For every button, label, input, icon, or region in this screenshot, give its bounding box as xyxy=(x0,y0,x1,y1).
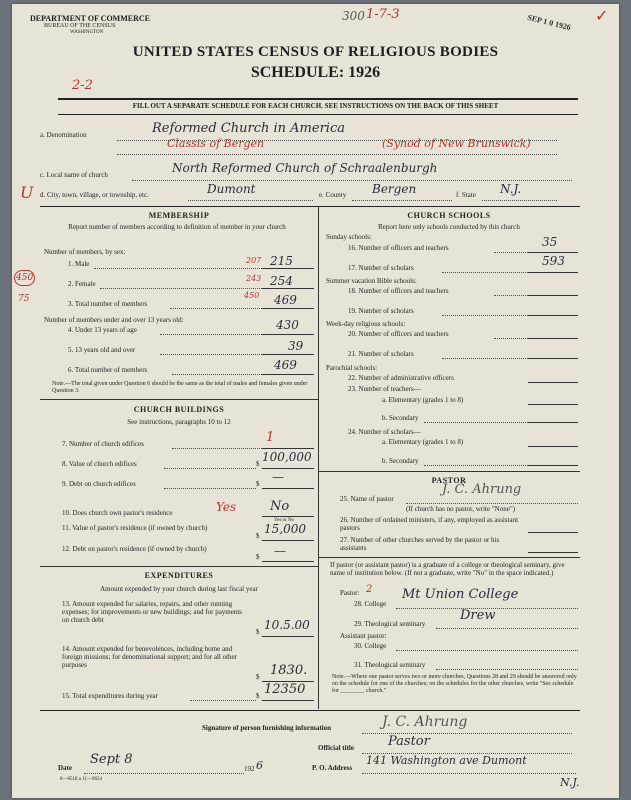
q21-label: 21. Number of scholars xyxy=(348,350,414,358)
local-name-value: North Reformed Church of Schraalenburgh xyxy=(172,161,438,175)
q6-label: 6. Total number of members xyxy=(68,366,148,374)
q15-value: 12350 xyxy=(264,682,306,697)
state-label: f. State xyxy=(456,191,476,199)
q13-value: 10.5.00 xyxy=(264,618,310,632)
q7-label: 7. Number of church edifices xyxy=(62,440,144,448)
pastor-note: Note.—Where one pastor serves two or more churches, Questions 28 and 29 should be answered only on the schedule for one of the churches; on the schedules for the other churches, write "See schedule for ________ church." xyxy=(332,674,577,694)
po-address-value: 141 Washington ave Dumont xyxy=(366,754,527,767)
q28-label: 28. College xyxy=(354,600,387,608)
q10-no: No xyxy=(270,499,290,514)
sunday-label: Sunday schools: xyxy=(326,233,372,241)
local-name-label: c. Local name of church xyxy=(40,171,108,179)
q12-label: 12. Debt on pastor's residence (if owned by church) xyxy=(62,545,207,553)
q3-value: 469 xyxy=(274,293,297,307)
official-title-label: Official title xyxy=(318,744,354,752)
city-value: Dumont xyxy=(207,182,256,196)
weekday-label: Week-day religious schools: xyxy=(326,320,406,328)
q5-value: 39 xyxy=(288,339,304,353)
dept-name: DEPARTMENT OF COMMERCE xyxy=(30,14,151,23)
q31-label: 31. Theological seminary xyxy=(354,661,426,669)
q29-value: Drew xyxy=(460,608,496,623)
po-address-label: P. O. Address xyxy=(312,764,353,772)
q11-label: 11. Value of pastor's residence (if owned by church) xyxy=(62,524,208,532)
q17-value: 593 xyxy=(542,254,565,268)
q14-value: 1830. xyxy=(270,663,308,678)
check-mark: ✓ xyxy=(595,8,609,25)
q10-hint: Yes or No xyxy=(274,518,295,523)
q8-value: 100,000 xyxy=(262,450,312,464)
membership-heading: MEMBERSHIP xyxy=(148,211,210,220)
county-label: e. County xyxy=(319,191,347,199)
census-schedule-page: DEPARTMENT OF COMMERCE BUREAU OF THE CENSUS WASHINGTON 300 1-7-3 SEP 1 0 1926 ✓ UNITED STATES CENSUS OF RELIGIOUS BODIES SCHEDULE: 1926 2-2 FILL OUT A SEPARATE SCHEDULE FOR EACH CHURCH. SEE INSTRUCTIONS ON THE BACK OF THIS SHEET a. Denomination Reformed Church in America Classis of Bergen (Synod of New Brunswick) c. Local name of church North Reformed Church of Schraalenburgh U d. City, town, village, or township, etc. Dumont e. County Bergen f. State N.J. MEMBERSHIP Report number of members according to definition of member in your church Number of members, by sex: 450 75 1. Male 207 215 2. Female 243 254 3. Total number of members 450 469 Number of members under and over 13 years old: 4. Under 13 years of age 430 5. 13 years old and over 39 6. Total number of members 469 Note.—The total given under Question 6 should be the same as the total of males and females given under Question 3. CHURCH BUILDINGS See instructions, paragraphs 10 to 12 7. Number of church edifices 1 8. Value of church edifices $ 100,000 9. Debt on church edifices $ — 10. Does church own pastor's residence Yes No Yes or No 11. Value of pastor's residence (if owned by church) $ 15,000 12. Debt on pastor's residence (if owned by church) $ — EXPENDITURES Amount expended by your church during last fiscal year 13. Amount expended for salaries, repairs, and other running expenses; for improvements or new buildings; and for payments on church debt $ 10.5.00 14. Amount expended for benevolences, including home and foreign missions; for denominational support; and for all other purposes $ 1830. 15. Total expenditures during year $ 12350 CHURCH SCHOOLS Report here only schools conducted by this church Sunday schools: 16. Number of officers and teachers 35 17. Number of scholars 593 Summer vacation Bible schools: 18. Number of officers and teachers 19. Number of scholars Week-day religious schools: 20. Number of officers and teachers 21. Number of scholars Parochial schools: 22. Number of administrative officers 23. Number of teachers— a. Elementary (grades 1 to 8) b. Secondary 24. Number of scholars— a. Elementary (grades 1 to 8) b. Secondary PASTOR 25. Name of pastor J. C. Ahrung (If church has no pastor, write "None") 26. Number of ordained ministers, if any, employed as assistant pastors 27. Number of other churches served by the pastor or his assistants If pastor (or assistant pastor) is a graduate of a college or theological seminary, give name of institution below. (If not a graduate, write "No" in the space indicated.) Pastor: 2 28. College Mt Union College 29. Theological seminary Drew Assistant pastor: 30. College 31. Theological seminary Note.—Where one pastor serves two or more churches, Questions 28 and 29 should be answered only on the schedule for one of the churches; on the schedules for the other churches, write "See schedule for ________ church." Signature of person furnishing information J. C. Ahrung Official title Pastor Date Sept 8 192 6 8—8518 a 11—9654 P. O. Address 141 Washington ave Dumont N.J. xyxy=(12,4,619,798)
q24-label: 24. Number of scholars— xyxy=(348,428,421,436)
q4-label: 4. Under 13 years of age xyxy=(68,326,137,334)
q10-yes: Yes xyxy=(216,500,237,514)
q29-label: 29. Theological seminary xyxy=(354,620,426,628)
graduate-note: If pastor (or assistant pastor) is a graduate of a college or theological seminary, give name of institution below. (If not a graduate, write "No" in the space indicated.) xyxy=(330,561,565,577)
signature-label: Signature of person furnishing information xyxy=(202,724,331,732)
q2-label: 2. Female xyxy=(68,280,96,288)
stamp-handwritten: 1-7-3 xyxy=(366,7,400,22)
q25-label: 25. Name of pastor xyxy=(340,495,394,503)
schedule-title: SCHEDULE: 1926 xyxy=(250,64,381,81)
denomination-label: a. Denomination xyxy=(40,131,87,139)
schools-sub: Report here only schools conducted by this church xyxy=(378,223,520,231)
q3-red-value: 450 xyxy=(244,291,260,300)
official-title-value: Pastor xyxy=(388,734,430,749)
age-intro-label: Number of members under and over 13 years old: xyxy=(44,316,184,324)
q23b-label: b. Secondary xyxy=(382,414,419,422)
year-handwritten: 6 xyxy=(256,759,263,772)
membership-note: Note.—The total given under Question 6 should be the same as the total of males and females given under Question 3. xyxy=(52,381,308,394)
q28-value: Mt Union College xyxy=(402,587,519,602)
pastor-red-mark: 2 xyxy=(366,584,373,595)
date-label: Date xyxy=(58,764,72,772)
q19-label: 19. Number of scholars xyxy=(348,307,414,315)
margin-75: 75 xyxy=(18,294,30,304)
q20-label: 20. Number of officers and teachers xyxy=(348,330,449,338)
q24b-label: b. Secondary xyxy=(382,457,419,465)
stamp-number: 300 xyxy=(342,9,365,23)
q23-label: 23. Number of teachers— xyxy=(348,385,421,393)
bureau-name: BUREAU OF THE CENSUS xyxy=(44,23,116,29)
q9-label: 9. Debt on church edifices xyxy=(62,480,136,488)
q25-value: J. C. Ahrung xyxy=(442,482,522,497)
q1-value: 215 xyxy=(270,254,293,268)
q9-value: — xyxy=(272,470,284,484)
expenditures-heading: EXPENDITURES xyxy=(144,571,214,580)
q11-value: 15,000 xyxy=(264,522,306,536)
q1-label: 1. Male xyxy=(68,260,90,268)
q5-label: 5. 13 years old and over xyxy=(68,346,136,354)
q1-red-value: 207 xyxy=(246,256,262,265)
q10-label: 10. Does church own pastor's residence xyxy=(62,509,173,517)
state-value: N.J. xyxy=(500,182,522,196)
margin-450: 450 xyxy=(14,270,35,286)
denomination-value: Reformed Church in America xyxy=(152,121,345,136)
q18-label: 18. Number of officers and teachers xyxy=(348,287,449,295)
date-value: Sept 8 xyxy=(90,752,133,767)
city-label: d. City, town, village, or township, etc. xyxy=(40,191,149,199)
q3-label: 3. Total number of members xyxy=(68,300,148,308)
margin-mark-2-2: 2-2 xyxy=(72,78,93,93)
expenditures-sub: Amount expended by your church during last fiscal year xyxy=(100,585,258,593)
county-value: Bergen xyxy=(372,182,417,196)
q15-label: 15. Total expenditures during year xyxy=(62,692,158,700)
q7-value: 1 xyxy=(266,430,275,445)
q8-label: 8. Value of church edifices xyxy=(62,460,137,468)
q26-label: 26. Number of ordained ministers, if any, employed as assistant pastors xyxy=(340,516,519,532)
q17-label: 17. Number of scholars xyxy=(348,264,414,272)
buildings-heading: CHURCH BUILDINGS xyxy=(133,405,225,414)
q25-hint: (If church has no pastor, write "None") xyxy=(406,505,516,513)
city-name: WASHINGTON xyxy=(70,30,104,35)
form-title: UNITED STATES CENSUS OF RELIGIOUS BODIES xyxy=(132,44,499,60)
by-sex-label: Number of members, by sex: xyxy=(44,248,126,256)
assistant-label: Assistant pastor: xyxy=(340,632,387,640)
q12-value: — xyxy=(274,544,286,558)
q23a-label: a. Elementary (grades 1 to 8) xyxy=(382,396,464,404)
q16-label: 16. Number of officers and teachers xyxy=(348,244,449,252)
membership-intro: Report number of members according to definition of member in your church xyxy=(68,223,286,231)
q16-value: 35 xyxy=(542,235,558,249)
q22-label: 22. Number of administrative officers xyxy=(348,374,454,382)
q27-label: 27. Number of other churches served by the pastor or his assistants xyxy=(340,536,500,552)
summer-label: Summer vacation Bible schools: xyxy=(326,277,417,285)
parochial-label: Parochial schools: xyxy=(326,364,378,372)
po-address-state: N.J. xyxy=(560,776,580,789)
margin-mark-u: U xyxy=(20,183,34,202)
received-date-stamp: SEP 1 0 1926 xyxy=(526,12,572,33)
q4-value: 430 xyxy=(276,318,299,332)
instruction-banner: FILL OUT A SEPARATE SCHEDULE FOR EACH CHURCH. SEE INSTRUCTIONS ON THE BACK OF THIS SHEET xyxy=(132,102,499,110)
q14-label: 14. Amount expended for benevolences, including home and foreign missions; for denominational support; and for all other purposes xyxy=(62,645,237,669)
classis-value: Classis of Bergen xyxy=(167,137,265,150)
pastor-sub-label: Pastor: xyxy=(340,589,360,597)
q13-label: 13. Amount expended for salaries, repairs, and other running expenses; for improvements or new buildings; and for payments on church debt xyxy=(62,600,243,624)
pastor-heading: PASTOR xyxy=(431,476,467,485)
buildings-sub: See instructions, paragraphs 10 to 12 xyxy=(127,418,231,426)
synod-value: (Synod of New Brunswick) xyxy=(382,137,531,150)
q30-label: 30. College xyxy=(354,642,387,650)
year-printed: 192 xyxy=(244,765,255,773)
q2-red-value: 243 xyxy=(246,274,262,283)
signature-value: J. C. Ahrung xyxy=(382,714,468,730)
schools-heading: CHURCH SCHOOLS xyxy=(407,211,491,220)
q24a-label: a. Elementary (grades 1 to 8) xyxy=(382,438,464,446)
q6-value: 469 xyxy=(274,358,297,372)
form-code: 8—8518 a 11—9654 xyxy=(60,777,103,782)
q2-value: 254 xyxy=(270,274,293,288)
